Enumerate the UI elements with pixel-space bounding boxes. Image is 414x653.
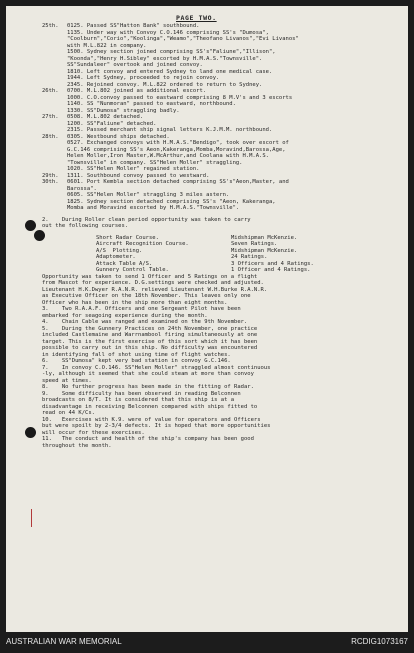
narrative-line: -ly, although it seemed that she could steam at more than convoy bbox=[42, 371, 254, 377]
course-attendees: 24 Ratings. bbox=[231, 254, 268, 260]
log-text: 0527. Exchanged convoys with H.M.A.S."Bendigo", took over escort of bbox=[67, 140, 289, 146]
narrative-line: 3. Two R.A.A.F. Officers and one Sergeant Pilot have been bbox=[42, 306, 241, 312]
narrative-line: included Castlemaine and Warrnambool firing simultaneously at one bbox=[42, 332, 258, 338]
log-text: 0605. SS"Helen Moller" straggling 3 miles astern. bbox=[67, 192, 230, 198]
log-date: 25th. bbox=[42, 23, 59, 29]
log-text: "Townsville" in company. SS"Helen Moller" straggling. bbox=[67, 159, 243, 166]
log-date: 30th. bbox=[42, 179, 59, 185]
log-text: 1825. Sydney section detached comprising SS's "Aeon, Kakeranga, bbox=[67, 198, 276, 205]
narrative-line: from Mascot for experience. D.G.settings were checked and adjusted. bbox=[42, 280, 264, 286]
archive-name: AUSTRALIAN WAR MEMORIAL bbox=[6, 637, 122, 646]
narrative-line: read on 44 K/Cs. bbox=[42, 410, 95, 416]
log-text: 1200. SS"Faliune" detached. bbox=[67, 120, 157, 127]
log-text: 0508. M.L.802 detached. bbox=[67, 114, 144, 120]
course-attendees: 1 Officer and 4 Ratings. bbox=[231, 267, 311, 273]
log-text: 0700. M.L.802 joined as additional escort. bbox=[67, 88, 207, 94]
narrative-line: broadcasts on 8/T. It is considered that this ship is at a bbox=[42, 397, 235, 403]
log-text: 1135. Under way with Convoy C.O.146 comprising SS's "Dumosa", bbox=[67, 29, 269, 36]
narrative-line: 9. Some difficulty has been observed in reading Belconnen bbox=[42, 390, 241, 397]
log-text: 1810. Left convoy and entered Sydney to land one medical case. bbox=[67, 68, 273, 75]
course-name: Adaptometer. bbox=[96, 254, 136, 260]
margin-mark bbox=[31, 509, 32, 527]
log-text: 1944. Left Sydney, proceeded to rejoin convoy. bbox=[67, 75, 220, 81]
table-indent bbox=[42, 267, 96, 274]
log-text: G.C.146 comprising SS's Aeon,Kakeranga,Momba,Moravind,Barossa,Age, bbox=[67, 146, 286, 153]
log-text: 0125. Passed SS"Hatton Bank" southbound. bbox=[67, 23, 200, 29]
narrative-line: 6. SS"Dumosa" kept very bad station in convoy G.C.146. bbox=[42, 358, 231, 364]
narrative-line: disadvantage in receiving Belconnen compared with ships fitted to bbox=[42, 403, 258, 410]
record-id: RCDIG1073167 bbox=[351, 637, 408, 646]
narrative-line: possible to carry out in this ship. No difficulty was encountered bbox=[42, 345, 258, 351]
course-name: Gunnery Control Table. bbox=[96, 267, 169, 273]
course-attendees: Midshipman McKenzie. bbox=[231, 234, 298, 241]
log-text: 2345. Rejoined convoy. M.L.822 ordered to return to Sydney. bbox=[67, 81, 263, 88]
log-text: Momba and Moravind escorted by H.M.A.S."Townsville". bbox=[67, 205, 240, 211]
narrative-line: in identifying fall of shot using time of flight watches. bbox=[42, 351, 231, 358]
log-text: 1020. SS"Helen Moller" regained station. bbox=[67, 166, 200, 172]
narrative-paragraphs bbox=[42, 274, 402, 450]
narrative-line: Officer who has been in the ship more than eight months. bbox=[42, 299, 228, 306]
log-text: with M.L.822 in company. bbox=[67, 42, 147, 49]
narrative-line: 11. The conduct and health of the ship's company has been good bbox=[42, 436, 254, 442]
log-date: 29th. bbox=[42, 172, 59, 179]
log-date bbox=[42, 205, 67, 212]
log-text: Helen Moller,Iron Master,W.McArthur,and Coolana with H.M.A.S. bbox=[67, 153, 269, 159]
courses-table bbox=[42, 235, 402, 274]
log-date: 28th. bbox=[42, 133, 59, 140]
narrative-line: Opportunity was taken to send 1 Officer and 5 Ratings on a flight bbox=[42, 273, 258, 280]
narrative-line: will occur for these exercises. bbox=[42, 429, 145, 436]
narrative-line: 10. Exercises with K.9. were of value for operators and Officers bbox=[42, 416, 261, 423]
punch-hole bbox=[25, 427, 36, 438]
log-entries bbox=[42, 23, 402, 212]
narrative-line: target. This is the first exercise of this sort which it has been bbox=[42, 338, 258, 345]
log-text: 1140. SS "Nunmoran" passed to eastward, northbound. bbox=[67, 101, 236, 107]
paragraph-line: 2. During Roller clean period opportunity was taken to carry bbox=[42, 216, 251, 223]
log-text: 1000. C.O.convoy passed to eastward comprising 8 M.V's and 3 escorts bbox=[67, 94, 293, 101]
page-title: PAGE TWO. bbox=[176, 14, 217, 22]
log-text: SS"Sundaleer" overtook and joined convoy. bbox=[67, 62, 203, 68]
course-attendees: 3 Officers and 4 Ratings. bbox=[231, 260, 314, 267]
log-text: "Coolburn","Corio","Koolinga","Weamo","Theofano Livanos","Evi Livanos" bbox=[67, 36, 299, 42]
log-date: 27th. bbox=[42, 114, 59, 120]
narrative-line: 4. Chain Cable was ranged and examined on the 9th November. bbox=[42, 319, 248, 325]
narrative-line: 8. No further progress has been made in the fitting of Radar. bbox=[42, 384, 254, 390]
log-text: 2315. Passed merchant ship signal letters K.J.M.M. northbound. bbox=[67, 127, 273, 133]
document-text bbox=[42, 23, 402, 449]
document-page bbox=[6, 6, 408, 632]
narrative-line: embarked for seagoing experience during the month. bbox=[42, 312, 208, 319]
log-text: "Koonda","Henry H.Sibley" escorted by H.M.A.S."Townsville". bbox=[67, 55, 263, 62]
log-text: 1311. Southbound convoy passed to westward. bbox=[67, 172, 210, 179]
course-name: Aircraft Recognition Course. bbox=[96, 241, 189, 247]
course-attendees: Midshipman McKenzie. bbox=[231, 247, 298, 254]
narrative-line: but were spoilt by 2-3/4 defects. It is hoped that more opportunities bbox=[42, 423, 271, 429]
log-text: 1330. SS"Dumosa" straggling badly. bbox=[67, 107, 180, 114]
paragraph-2 bbox=[42, 217, 402, 230]
log-text: 1500. Sydney section joined comprising SS's"Faliune","Illison", bbox=[67, 49, 276, 55]
log-text: Barossa". bbox=[67, 185, 97, 192]
narrative-line: speed at times. bbox=[42, 377, 92, 384]
punch-hole bbox=[25, 220, 36, 231]
paragraph-line: out the following courses. bbox=[42, 223, 129, 229]
log-date: 26th. bbox=[42, 88, 59, 94]
course-name: A/S Plotting. bbox=[96, 247, 143, 254]
archive-footer bbox=[0, 632, 414, 653]
log-text: 0601. Port Kembla section detached comprising SS's"Aeon,Master, and bbox=[67, 179, 289, 185]
narrative-line: throughout the month. bbox=[42, 442, 112, 449]
narrative-line: 5. During the Gunnery Practices on 24th November, one practice bbox=[42, 325, 258, 332]
course-attendees: Seven Ratings. bbox=[231, 241, 278, 247]
narrative-line: Lieutenant H.K.Dwyer R.A.N.R. relieved Lieutenant W.H.Burke R.A.N.R. bbox=[42, 286, 268, 293]
course-name: Attack Table A/S. bbox=[96, 260, 153, 267]
log-text: 0305. Westbound ships detached. bbox=[67, 133, 170, 140]
narrative-line: 7. In convoy C.O.146. SS"Helen Moller" straggled almost continuous bbox=[42, 364, 271, 371]
narrative-line: as Executive Officer on the 18th November. This leaves only one bbox=[42, 293, 251, 299]
course-name: Short Radar Course. bbox=[96, 234, 159, 241]
